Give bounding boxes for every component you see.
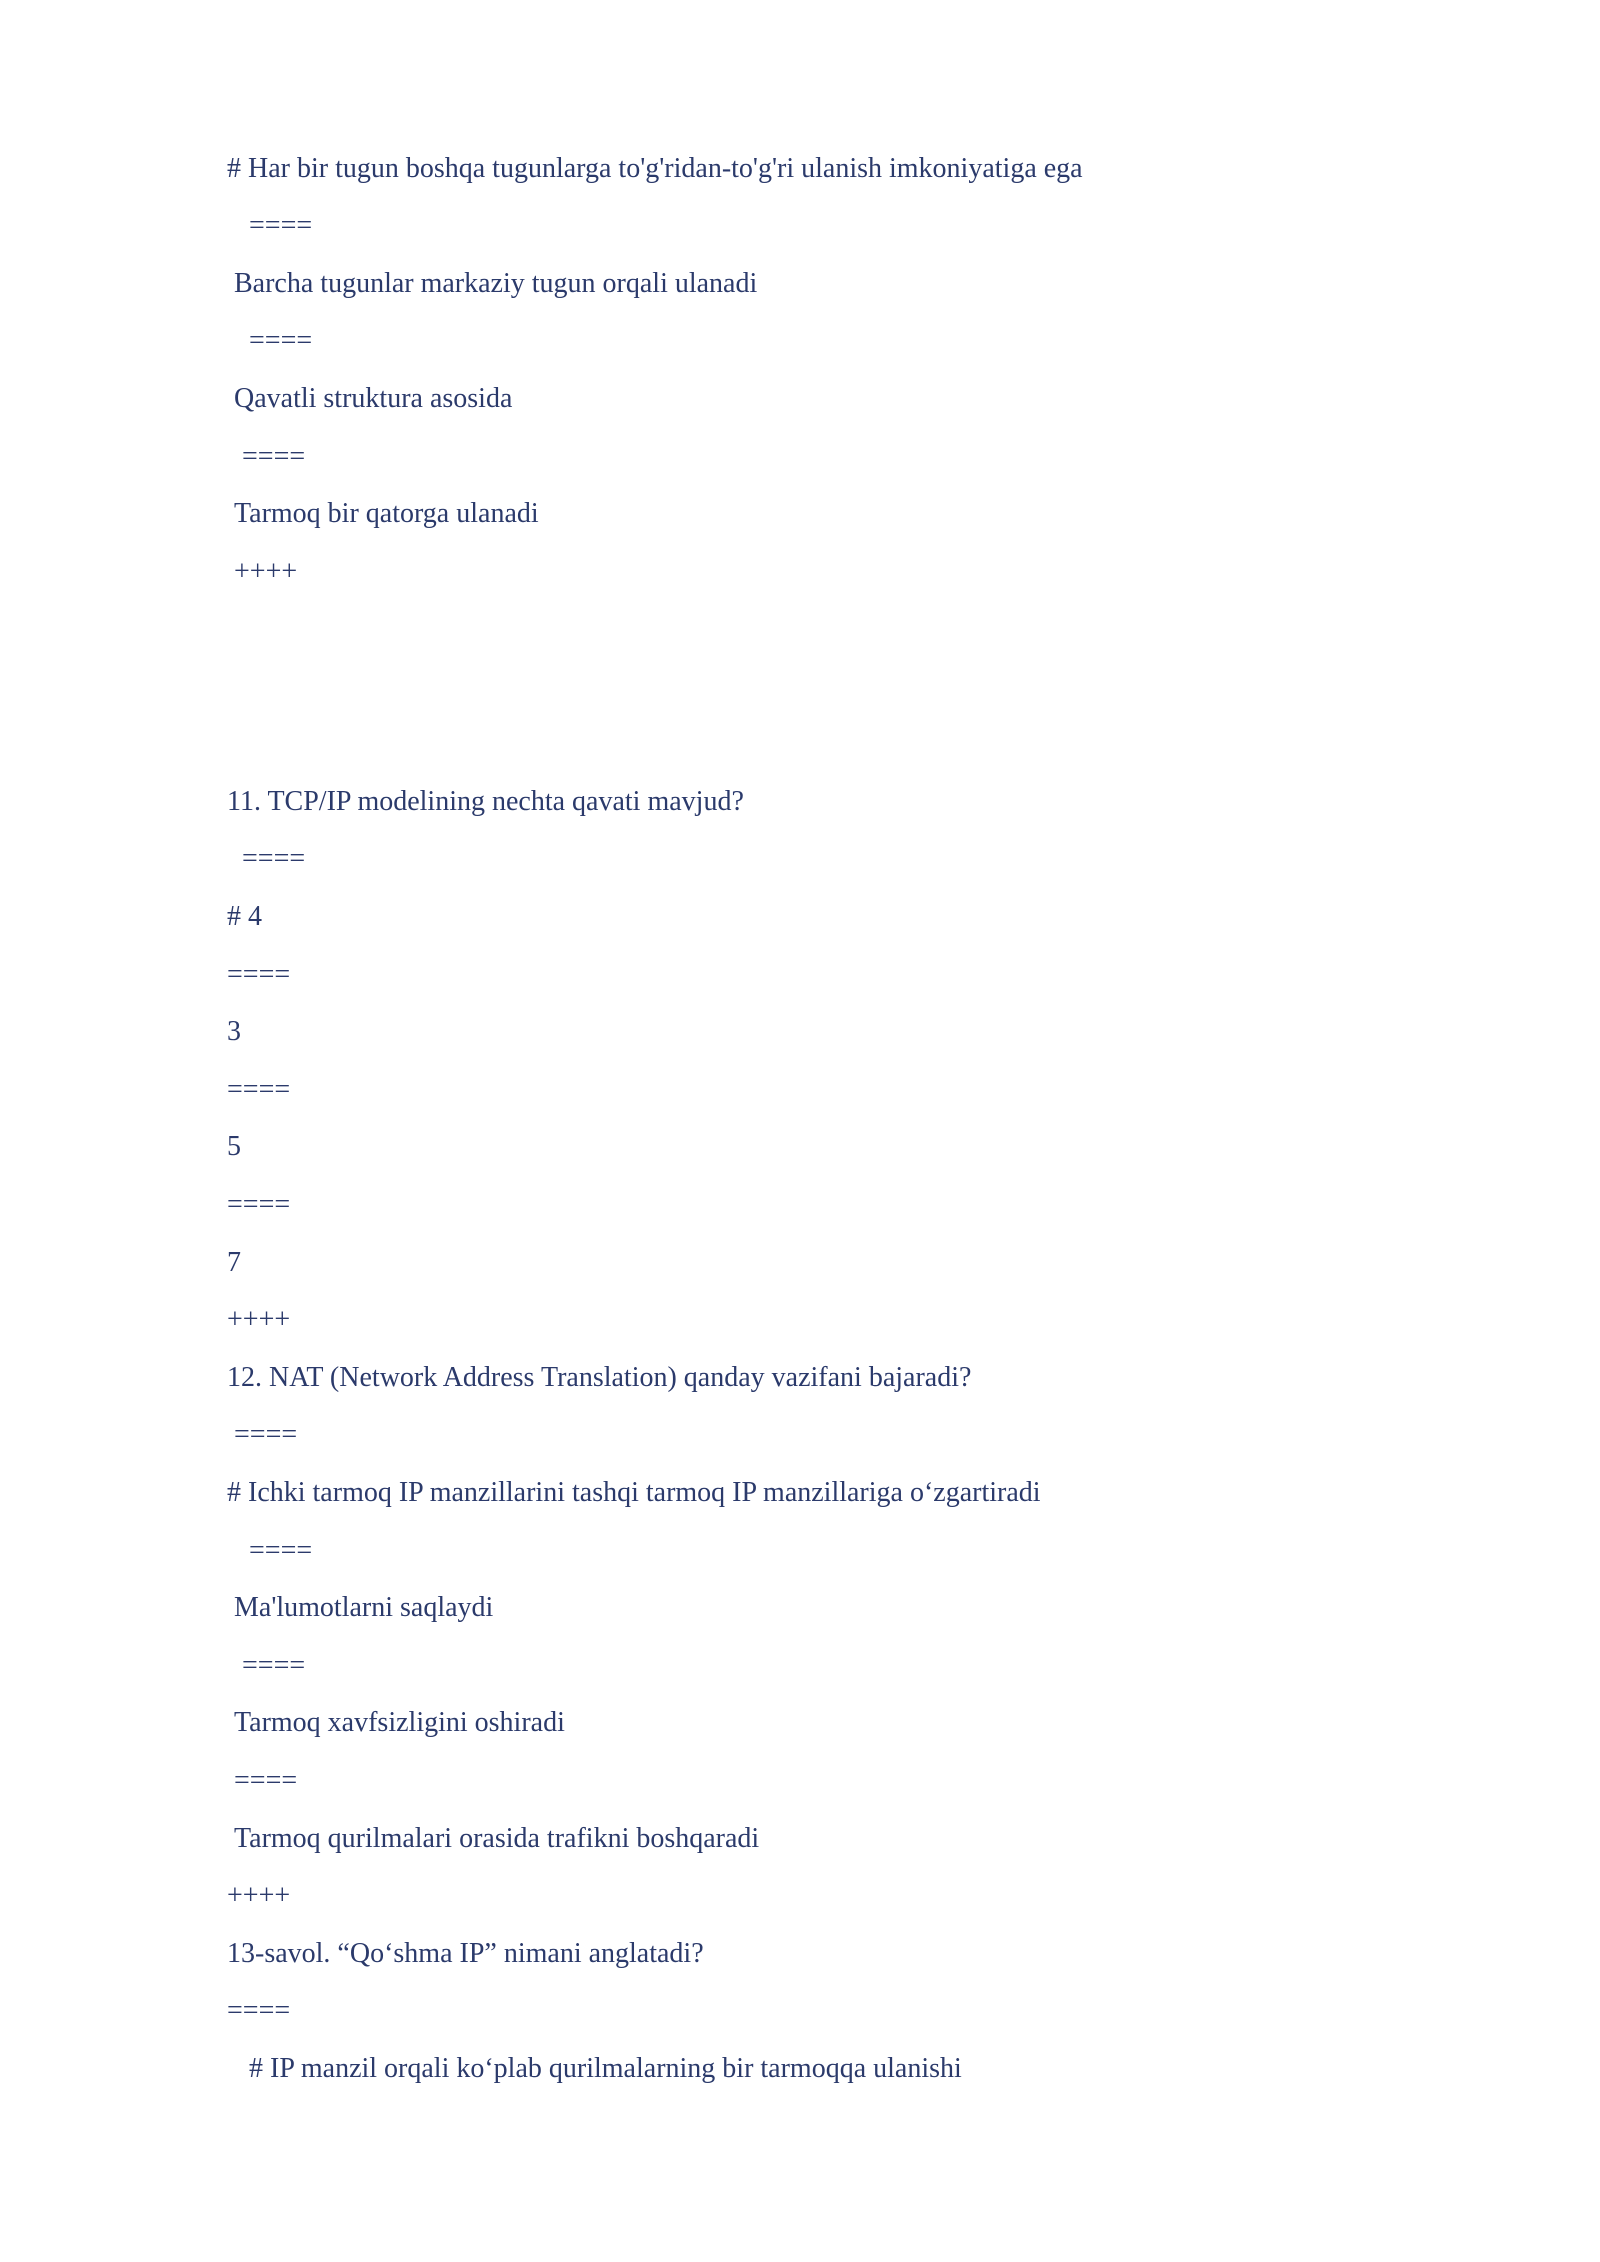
- answer-separator: ====: [227, 1074, 291, 1105]
- question-11: 11. TCP/IP modelining nechta qavati mavjud?: [227, 786, 744, 817]
- question-13: 13-savol. “Qo‘shma IP” nimani anglatadi?: [227, 1938, 704, 1969]
- answer-option: 7: [227, 1247, 241, 1278]
- answer-separator: ====: [249, 1535, 313, 1566]
- answer-option: 5: [227, 1131, 241, 1162]
- answer-correct: # Ichki tarmoq IP manzillarini tashqi tarmoq IP manzillariga o‘zgartiradi: [227, 1477, 1041, 1508]
- question-end: ++++: [227, 1304, 291, 1335]
- answer-option: Tarmoq bir qatorga ulanadi: [234, 498, 539, 529]
- answer-separator: ====: [242, 843, 306, 874]
- answer-separator: ====: [227, 959, 291, 990]
- answer-option: Tarmoq xavfsizligini oshiradi: [234, 1707, 565, 1738]
- answer-correct: # 4: [227, 901, 262, 932]
- answer-option: Tarmoq qurilmalari orasida trafikni boshqaradi: [234, 1823, 760, 1854]
- answer-separator: ====: [234, 1419, 298, 1450]
- answer-option: Qavatli struktura asosida: [234, 383, 513, 414]
- answer-separator: ====: [242, 441, 306, 472]
- answer-separator: ====: [249, 325, 313, 356]
- answer-correct: # IP manzil orqali ko‘plab qurilmalarning bir tarmoqqa ulanishi: [249, 2053, 962, 2084]
- answer-option: Ma'lumotlarni saqlaydi: [234, 1592, 494, 1623]
- answer-separator: ====: [249, 210, 313, 241]
- question-end: ++++: [234, 556, 298, 587]
- answer-option: Barcha tugunlar markaziy tugun orqali ulanadi: [234, 268, 758, 299]
- answer-separator: ====: [227, 1995, 291, 2026]
- answer-separator: ====: [227, 1189, 291, 1220]
- question-end: ++++: [227, 1880, 291, 1911]
- question-12: 12. NAT (Network Address Translation) qanday vazifani bajaradi?: [227, 1362, 972, 1393]
- answer-separator: ====: [234, 1765, 298, 1796]
- answer-correct: # Har bir tugun boshqa tugunlarga to'g'ridan-to'g'ri ulanish imkoniyatiga ega: [227, 153, 1083, 184]
- answer-separator: ====: [242, 1650, 306, 1681]
- answer-option: 3: [227, 1016, 241, 1047]
